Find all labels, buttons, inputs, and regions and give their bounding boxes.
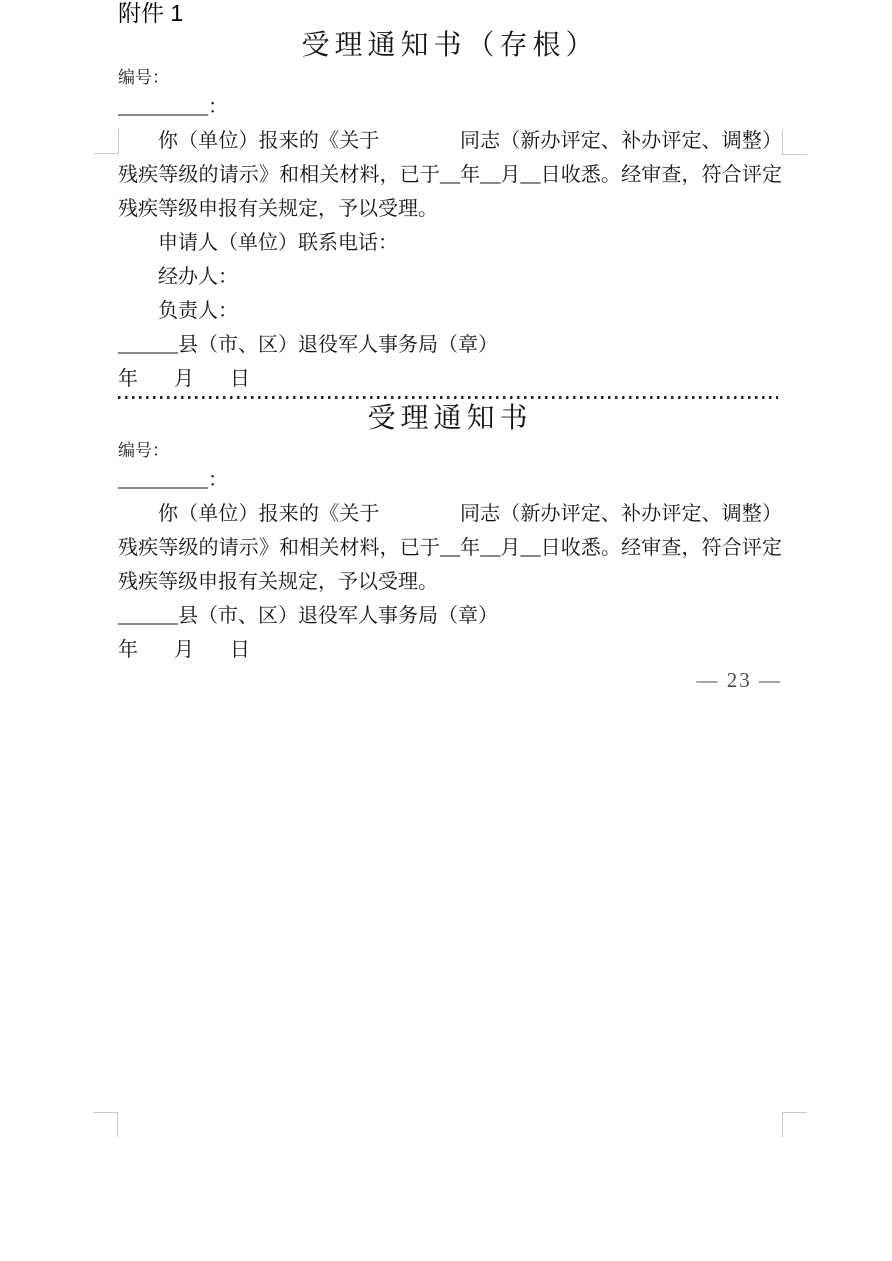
notice-section [118, 399, 782, 667]
document-content [118, 0, 782, 693]
stub-handler-line: 经办人： [158, 266, 238, 288]
notice-addressee-colon: ： [208, 469, 228, 491]
stub-body-paragraph: 你（单位）报来的《关于 同志（新办评定、补办评定、调整）残疾等级的请示》和相关材料，已于__年__月__日收悉。经审查，符合评定残疾等级申报有关规定，予以受理。 [118, 130, 782, 220]
stub-addressee-line [118, 90, 782, 124]
notice-signature-org: 县（市、区）退役军人事务局（章） [178, 605, 498, 627]
stub-date-line: 年 月 日 [118, 368, 258, 390]
stub-title: 受理通知书（存根） [301, 30, 599, 61]
crop-mark-top-left-icon [94, 129, 119, 154]
notice-addressee-line [118, 463, 782, 497]
stub-responsible-line: 负责人： [158, 300, 238, 322]
notice-number-label: 编号： [118, 441, 169, 460]
stub-signature-line [118, 328, 782, 362]
crop-mark-top-right-icon [782, 130, 807, 155]
notice-body-paragraph: 你（单位）报来的《关于 同志（新办评定、补办评定、调整）残疾等级的请示》和相关材料，已于__年__月__日收悉。经审查，符合评定残疾等级申报有关规定，予以受理。 [118, 503, 782, 593]
stub-addressee-colon: ： [208, 96, 228, 118]
stub-signature-blank: ______ [118, 334, 178, 356]
stub-section [118, 26, 782, 396]
crop-mark-bottom-right-icon [782, 1112, 807, 1137]
stub-addressee-blank: _________ [118, 96, 208, 118]
notice-signature-blank: ______ [118, 605, 178, 627]
notice-date-line: 年 月 日 [118, 639, 258, 661]
stub-contact-line: 申请人（单位）联系电话： [158, 232, 398, 254]
attachment-label: 附件 1 [118, 0, 184, 26]
stub-number-label: 编号： [118, 68, 169, 87]
stub-signature-org: 县（市、区）退役军人事务局（章） [178, 334, 498, 356]
notice-title: 受理通知书 [367, 403, 533, 434]
crop-mark-bottom-left-icon [93, 1112, 118, 1137]
notice-addressee-blank: _________ [118, 469, 208, 491]
notice-signature-line [118, 599, 782, 633]
page-number: — 23 — [696, 668, 782, 692]
